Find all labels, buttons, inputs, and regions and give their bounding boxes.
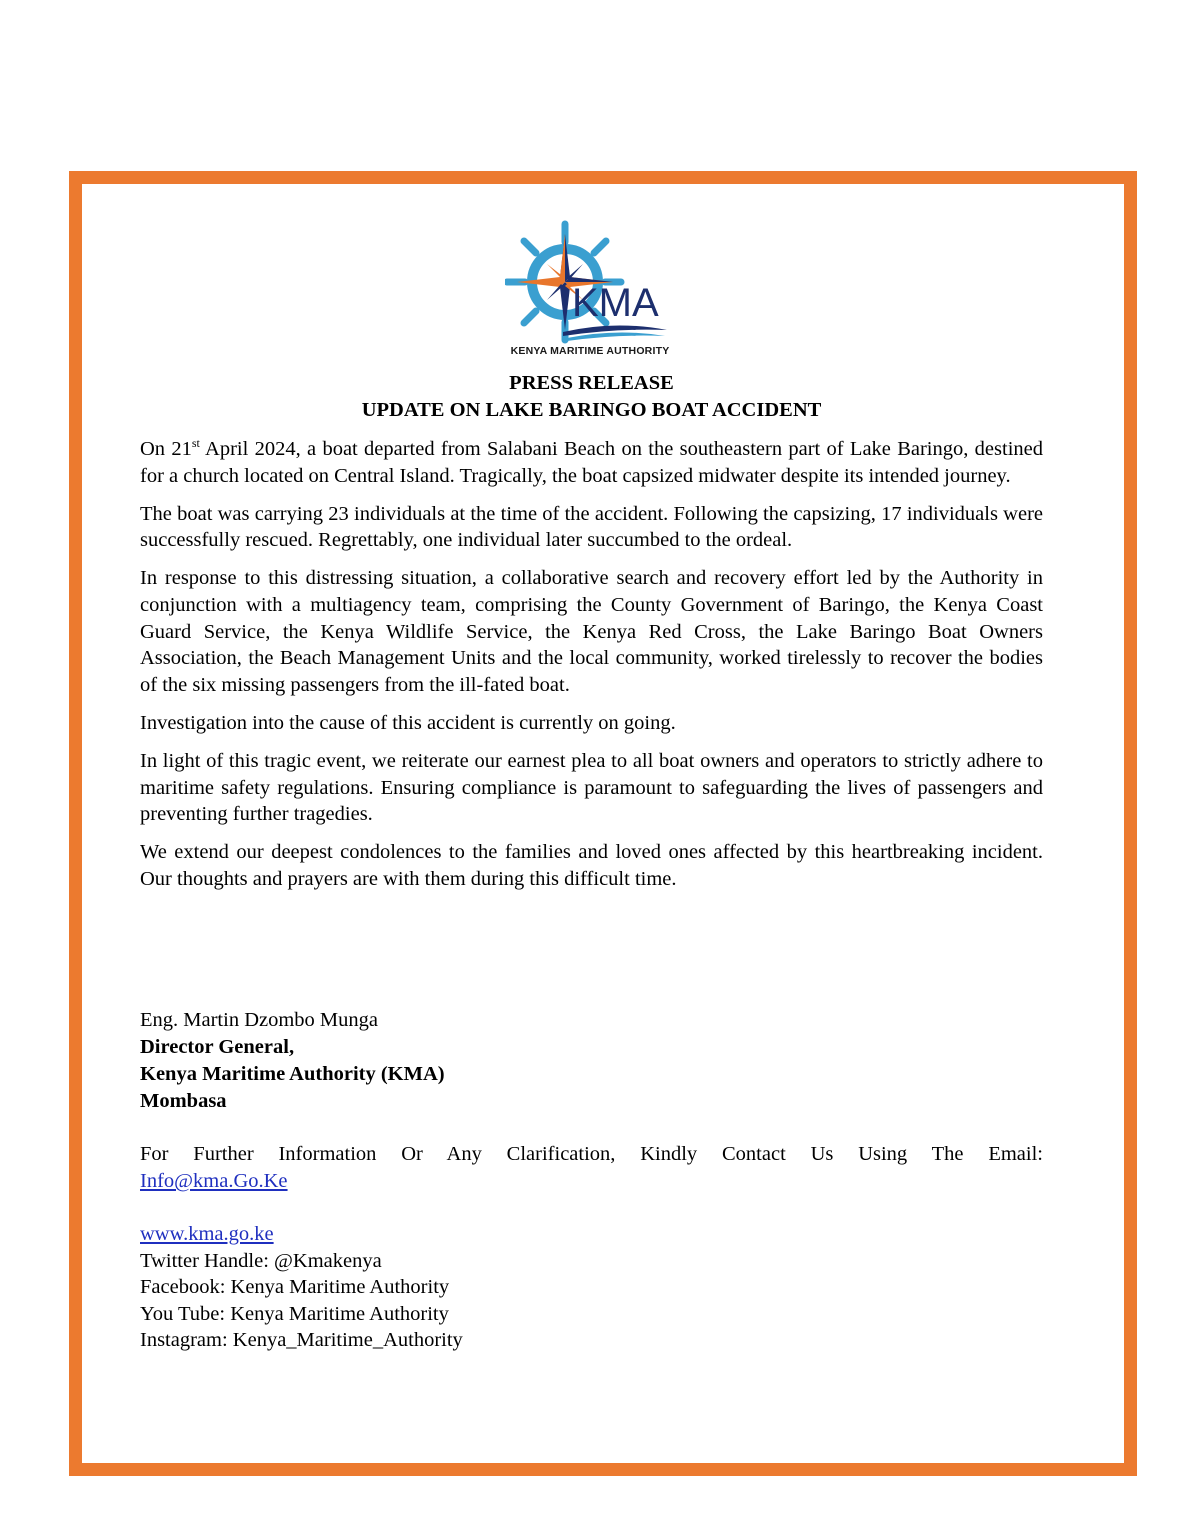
paragraph-6: We extend our deepest condolences to the families and loved ones affected by this heartbreaking incident. Our thoughts and prayers are with them during this difficult time. <box>140 841 1043 890</box>
instagram-handle: Instagram: Kenya_Maritime_Authority <box>140 1329 463 1351</box>
contact-block <box>140 1141 1043 1195</box>
twitter-handle: Twitter Handle: @Kmakenya <box>140 1249 382 1272</box>
kma-logo <box>505 220 675 365</box>
website-link[interactable]: www.kma.go.ke <box>140 1223 274 1245</box>
signature-block <box>140 1007 1043 1115</box>
paragraph-1-rest: April 2024, a boat departed from Salabani Beach on the southeastern part of Lake Baringo, destined for a church located on Central Island. Tragically, the boat capsized midwater despite its intended journey. <box>140 438 1043 487</box>
ship-wheel-compass-icon <box>505 220 675 365</box>
ordinal-suffix: st <box>191 436 200 451</box>
signatory-organization: Kenya Maritime Authority (KMA) <box>140 1063 445 1085</box>
youtube-handle: You Tube: Kenya Maritime Authority <box>140 1302 449 1325</box>
paragraph-3: In response to this distressing situation, a collaborative search and recovery effort led by the Authority in conjunction with a multiagency team, comprising the County Government of Baringo, the Kenya Coast Guard Service, the Kenya Wildlife Service, the Kenya Red Cross, the Lake Baringo Boat Owners Association, the Beach Management Units and the local community, worked tirelessly to recover the bodies of the six missing passengers from the ill-fated boat. <box>140 567 1043 696</box>
paragraph-2: The boat was carrying 23 individuals at the time of the accident. Following the capsizing, 17 individuals were successfully rescued. Regrettably, one individual later succumbed to the ordeal. <box>140 502 1043 552</box>
signatory-name: Eng. Martin Dzombo Munga <box>140 1009 378 1031</box>
press-release-subtitle: UPDATE ON LAKE BARINGO BOAT ACCIDENT <box>361 399 822 421</box>
email-link[interactable]: Info@kma.Go.Ke <box>140 1170 288 1192</box>
press-release-body <box>140 436 1043 904</box>
paragraph-5: In light of this tragic event, we reiterate our earnest plea to all boat owners and operators to strictly adhere to maritime safety regulations. Ensuring compliance is paramount to safeguarding the lives of passengers and preventing further tragedies. <box>140 749 1043 826</box>
facebook-handle: Facebook: Kenya Maritime Authority <box>140 1276 450 1298</box>
signatory-position: Director General, <box>140 1036 295 1058</box>
press-release-heading: PRESS RELEASE <box>509 372 674 394</box>
paragraph-1 <box>140 436 1043 489</box>
contact-text: For Further Information Or Any Clarification, Kindly Contact Us Using The Email: <box>140 1143 1043 1165</box>
paragraph-1-start: On 21 <box>140 438 192 460</box>
logo-caption: KENYA MARITIME AUTHORITY <box>510 345 670 357</box>
signatory-location: Mombasa <box>140 1090 227 1112</box>
paragraph-4: Investigation into the cause of this accident is currently on going. <box>140 711 676 734</box>
logo-wordmark: KMA <box>572 281 659 325</box>
social-links <box>140 1221 1043 1354</box>
